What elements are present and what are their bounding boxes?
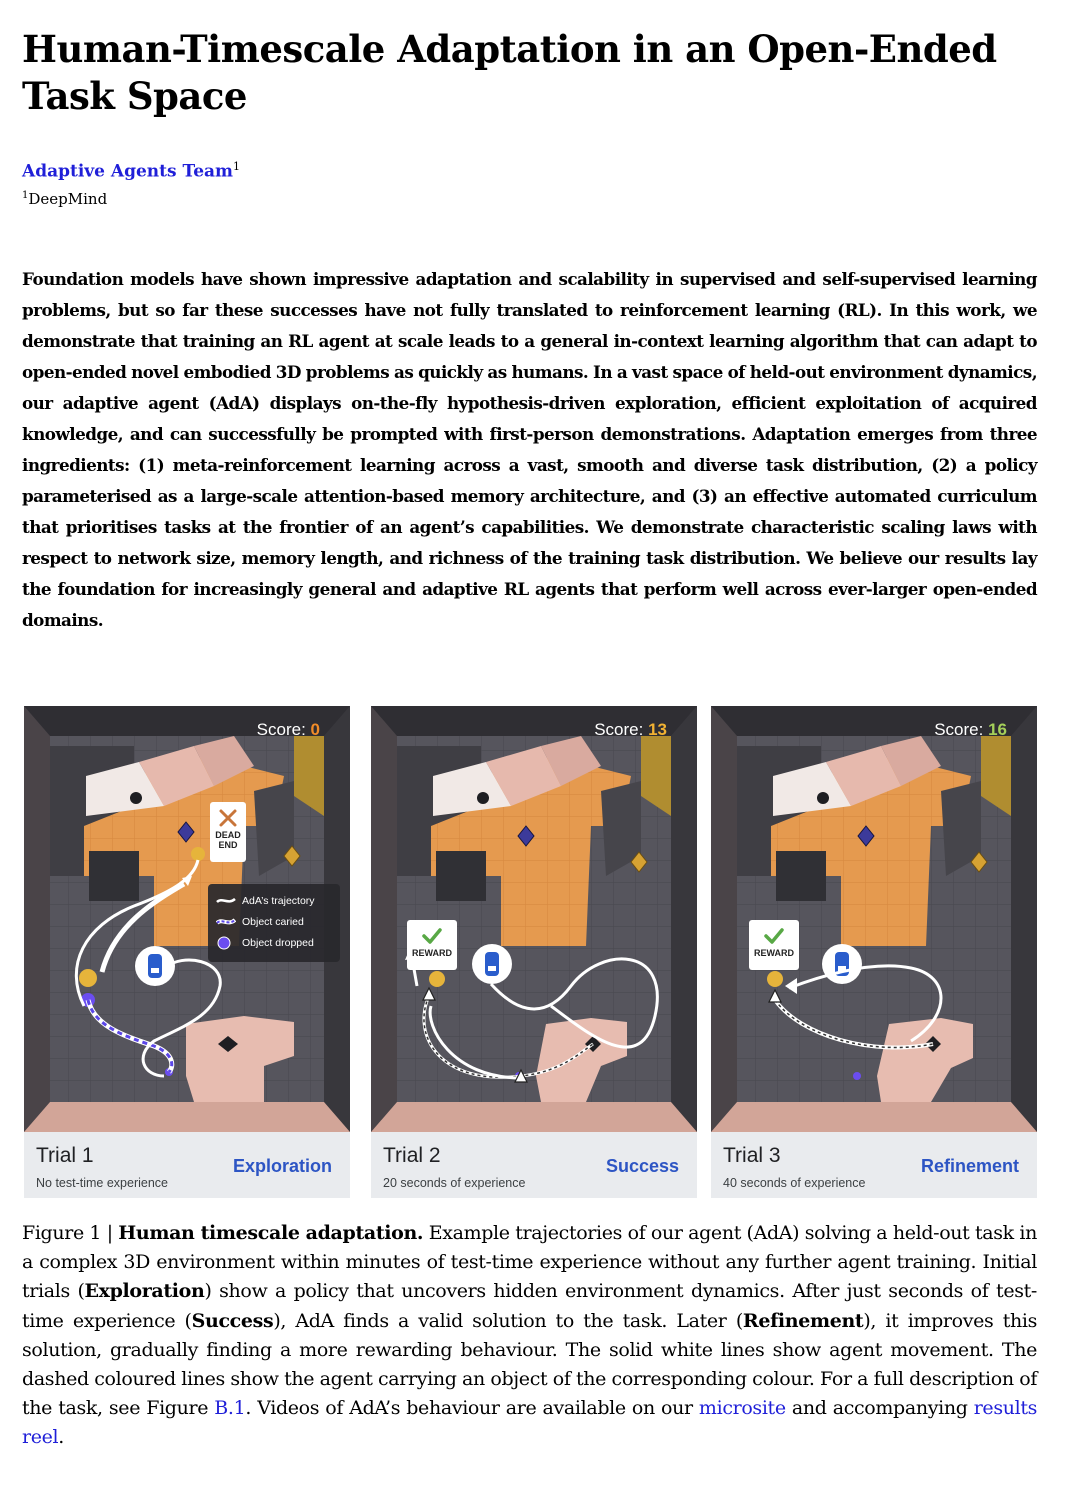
scene-map-trial-2 [371, 706, 697, 1132]
reward-label: REWARD [412, 948, 452, 958]
abstract: Foundation models have shown impressive adaptation and scalability in supervised and self-supervised learning problems, but so far these successes have not fully translated to reinforcement learning (RL). In this work, we demonstrate that training an RL agent at scale leads to a general in-context learning algorithm that can adapt to open-ended novel embodied 3D problems as quickly as humans. In a vast space of held-out environment dynamics, our adaptive agent (AdA) displays on-the-fly hypothesis-driven exploration, efficient exploitation of acquired knowledge, and can successfully be prompted with first-person demonstrations. Adaptation emerges from three ingredients: (1) meta-reinforcement learning across a vast, smooth and diverse task distribution, (2) a policy parameterised as a large-scale attention-based memory architecture, and (3) an effective automated curriculum that prioritises tasks at the frontier of an agent’s capabilities. We demonstrate characteristic scaling laws with respect to network size, memory length, and richness of the training task distribution. We believe our results lay the foundation for increasingly general and adaptive RL agents that perform well across ever-larger open-ended domains. [22, 269, 1037, 630]
score-label: Score: [594, 720, 644, 739]
bold-exploration: Exploration [84, 1280, 205, 1303]
trial-subtitle: 20 seconds of experience [383, 1176, 526, 1190]
carried-line-icon [216, 917, 236, 927]
affiliation [22, 190, 107, 208]
trial-subtitle: 40 seconds of experience [723, 1176, 866, 1190]
score-display [934, 720, 1007, 740]
score-label: Score: [934, 720, 984, 739]
score-value: 0 [310, 720, 320, 739]
figure-heading: Human timescale adaptation. [118, 1222, 424, 1244]
check-icon [763, 926, 785, 946]
author-link[interactable]: Adaptive Agents Team [22, 161, 234, 182]
score-value: 13 [648, 720, 667, 739]
trial-subtitle: No test-time experience [36, 1176, 169, 1190]
trial-phase: Refinement [920, 1156, 1019, 1176]
trial-caption-bar [371, 1132, 697, 1198]
score-display [257, 720, 320, 740]
figure-label: Figure 1 | [22, 1222, 119, 1244]
check-icon [421, 926, 443, 946]
author-line [22, 160, 240, 182]
trial-phase: Success [605, 1156, 679, 1176]
trial-caption-bar [24, 1132, 350, 1198]
trial-caption-bar [711, 1132, 1037, 1198]
trial-title: Trial 2 [383, 1144, 441, 1167]
trajectory-line-icon [216, 896, 236, 906]
bold-success: Success [191, 1309, 274, 1332]
affiliation-superscript: 1 [22, 190, 29, 201]
bold-refinement: Refinement [742, 1309, 864, 1332]
dead-end-line1: DEAD [215, 830, 241, 840]
dead-end-line2: END [218, 840, 238, 850]
trial-phase: Exploration [232, 1156, 332, 1176]
dead-end-marker [210, 802, 246, 862]
dropped-dot-icon [216, 936, 236, 950]
trial-title: Trial 3 [723, 1144, 781, 1167]
figure-panel-trial-3 [711, 706, 1037, 1198]
trajectory-legend: AdA’s trajectory Object caried Object dropped [208, 884, 340, 962]
score-label: Score: [256, 720, 306, 739]
scene-map-trial-3 [711, 706, 1037, 1132]
cross-icon [218, 808, 238, 828]
score-display [594, 720, 667, 740]
figure-panel-trial-2 [371, 706, 697, 1198]
figure-panel-trial-1 [24, 706, 350, 1198]
score-value: 16 [988, 720, 1007, 739]
affiliation-name: DeepMind [28, 190, 108, 208]
figure-caption: Figure 1 | Human timescale adaptation. Example trajectories of our agent (AdA) solving a held-out task in a complex 3D environment within minutes of test-time experience without any further agent training. Initial trials (Exploration) show a policy that uncovers hidden environment dynamics. After just seconds of test-time experience (Success), AdA finds a valid solution to the task. Later (Refinement), it improves this solution, gradually finding a more rewarding behaviour. The solid white lines show agent movement. The dashed coloured lines show the agent carrying an object of the corresponding colour. For a full description of the task, see Figure B.1. Videos of AdA’s behaviour are available on our microsite and accompanying results reel. [22, 1222, 1038, 1449]
reward-marker [749, 920, 799, 970]
reward-label: REWARD [754, 948, 794, 958]
results-reel-link[interactable]: results reel [22, 1397, 1038, 1449]
figure-b1-link[interactable]: B.1 [214, 1397, 246, 1420]
author-superscript: 1 [233, 160, 241, 173]
reward-marker [407, 920, 457, 970]
microsite-link[interactable]: microsite [698, 1397, 786, 1420]
trial-title: Trial 1 [36, 1144, 94, 1167]
paper-title: Human-Timescale Adaptation in an Open-Ended Task Space [22, 27, 997, 118]
